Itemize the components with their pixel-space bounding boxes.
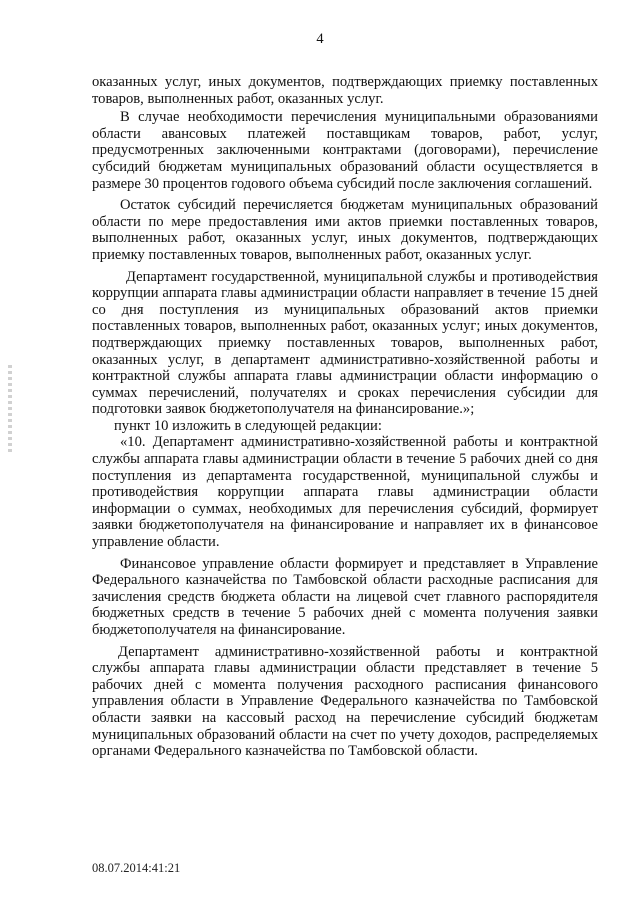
paragraph-continuation: оказанных услуг, иных документов, подтверждающих приемку поставленных товаров, выполненных работ, оказанных услуг. xyxy=(92,74,598,107)
paragraph-finance-office: Финансовое управление области формирует и представляет в Управление Федерального казначейства по Тамбовской области расходные расписания для зачисления средств бюджета области на лицевой счет главного распорядителя бюджетных средств в течение 5 рабочих дней с момента получения заявки бюджетополучателя на финансирование. xyxy=(92,555,598,638)
page-number: 4 xyxy=(316,31,324,47)
margin-scan-mark xyxy=(8,365,12,455)
paragraph-item-10-intro: пункт 10 изложить в следующей редакции: xyxy=(114,417,382,434)
paragraph-civil-service-department: Департамент государственной, муниципальной службы и противодействия коррупции аппарата главы администрации области направляет в течение 15 дней со дня поступления из муниципальных образований актов приемки поставленных товаров, выполненных работ, оказанных услуг; иных документов, подтверждающих приемку поставленных товаров, выполненных работ, оказанных услуг, в департамент административно-хозяйственной работы и контрактной службы аппарата главы администрации области информацию о суммах перечислений, получателях и сроках перечисления субсидии для подготовки заявок бюджетополучателя на финансирование.»; xyxy=(92,268,598,418)
footer-timestamp: 08.07.2014:41:21 xyxy=(92,861,181,875)
paragraph-item-10: «10. Департамент административно-хозяйственной работы и контрактной службы аппарата главы администрации области в течение 5 рабочих дней со дня поступления из департамента государственной, муниципальной службы и противодействия коррупции аппарата главы администрации области информации о суммах, необходимых для перечисления субсидий, формирует заявки бюджетополучателя на финансирование и направляет их в финансовое управление области. xyxy=(92,434,598,551)
paragraph-advance-payments: В случае необходимости перечисления муниципальными образованиями области авансовых платежей поставщикам товаров, работ, услуг, предусмотренных заключенными контрактами (договорами), перечисление субсидий бюджетам муниципальных образований области осуществляется в размере 30 процентов годового объема субсидий после заключения соглашений. xyxy=(92,109,598,192)
document-body xyxy=(92,74,598,760)
paragraph-administrative-department: Департамент административно-хозяйственной работы и контрактной службы аппарата главы администрации области представляет в течение 5 рабочих дней с момента получения расходного расписания финансового управления области в Управление Федерального казначейства по Тамбовской области заявки на кассовый расход на перечисление субсидий бюджетам муниципальных образований области на счет по учету доходов, распределяемых органами Федерального казначейства по Тамбовской области. xyxy=(92,643,598,760)
paragraph-remaining-subsidies: Остаток субсидий перечисляется бюджетам муниципальных образований области по мере предоставления ими актов приемки поставленных товаров, выполненных работ, оказанных услуг, иных документов, подтверждающих приемку поставленных товаров, выполненных работ, оказанных услуг. xyxy=(92,197,598,263)
